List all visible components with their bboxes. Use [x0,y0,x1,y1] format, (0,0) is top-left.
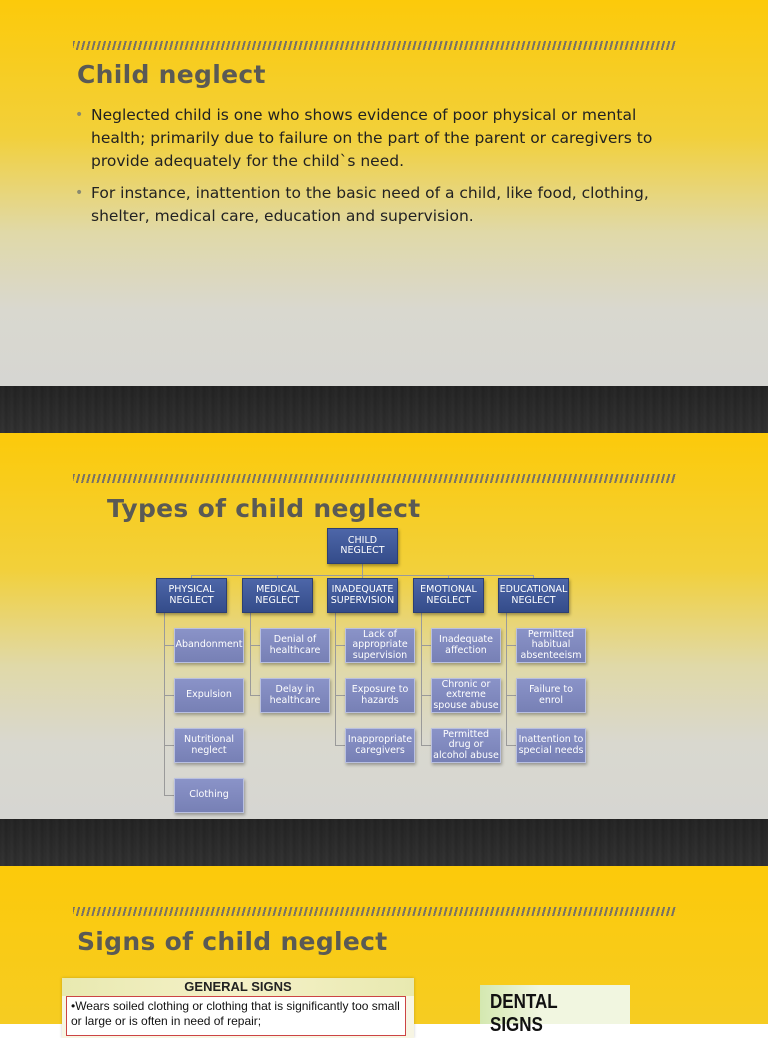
connector [421,613,422,746]
general-signs-heading: GENERAL SIGNS [62,978,414,996]
connector [421,745,431,746]
bullet-item: • Neglected child is one who shows evidence of poor physical or mental health; primarily due to failure on the part of the parent or caregivers to provide adequately for the child`s need. [75,106,653,170]
item-node: Inappropriate caregivers [345,728,415,763]
item-node: Clothing [174,778,244,813]
bullet-list [75,104,675,237]
root-node: CHILD NEGLECT [327,528,398,564]
connector [164,745,174,746]
dental-signs-panel [480,985,630,1036]
connector [335,613,336,746]
slide-title: Types of child neglect [107,494,421,523]
connector [250,695,260,696]
title-hatch-divider [73,474,676,483]
connector [421,695,431,696]
connector [506,745,516,746]
general-signs-panel [62,978,414,1038]
connector [164,645,174,646]
connector [164,795,174,796]
item-node: Delay in healthcare [260,678,330,713]
bullet-icon: • [75,107,84,123]
category-node: INADEQUATE SUPERVISION [327,578,398,613]
connector [164,613,165,796]
category-node: EDUCATIONAL NEGLECT [498,578,569,613]
item-node: Chronic or extreme spouse abuse [431,678,501,713]
connector [250,613,251,696]
slide-floor [0,386,768,433]
connector [335,695,345,696]
category-node: MEDICAL NEGLECT [242,578,313,613]
category-node: EMOTIONAL NEGLECT [413,578,484,613]
connector [164,695,174,696]
slide-child-neglect [0,0,768,433]
slide-floor [0,819,768,866]
general-signs-text: •Wears soiled clothing or clothing that is significantly too small or large or is often in need of repair; [66,996,406,1036]
bullet-item: • For instance, inattention to the basic need of a child, like food, clothing, shelter, medical care, education and supervision. [75,184,649,225]
item-node: Nutritional neglect [174,728,244,763]
item-node: Denial of healthcare [260,628,330,663]
item-node: Permitted habitual absenteeism [516,628,586,663]
item-node: Failure to enrol [516,678,586,713]
slide-types-of-neglect [0,433,768,866]
item-node: Abandonment [174,628,244,663]
connector [506,645,516,646]
slide-title: Signs of child neglect [77,927,388,956]
title-hatch-divider [73,41,676,50]
connector [250,645,260,646]
connector [506,695,516,696]
dental-signs-heading: DENTAL SIGNS [490,991,558,1036]
item-node: Exposure to hazards [345,678,415,713]
item-node: Inadequate affection [431,628,501,663]
connector [506,613,507,746]
item-node: Lack of appropriate supervision [345,628,415,663]
connector [335,745,345,746]
category-node: PHYSICAL NEGLECT [156,578,227,613]
item-node: Inattention to special needs [516,728,586,763]
title-hatch-divider [73,907,676,916]
item-node: Permitted drug or alcohol abuse [431,728,501,763]
item-node: Expulsion [174,678,244,713]
slide-title: Child neglect [77,60,266,89]
bullet-icon: • [75,185,84,201]
connector [335,645,345,646]
connector [421,645,431,646]
